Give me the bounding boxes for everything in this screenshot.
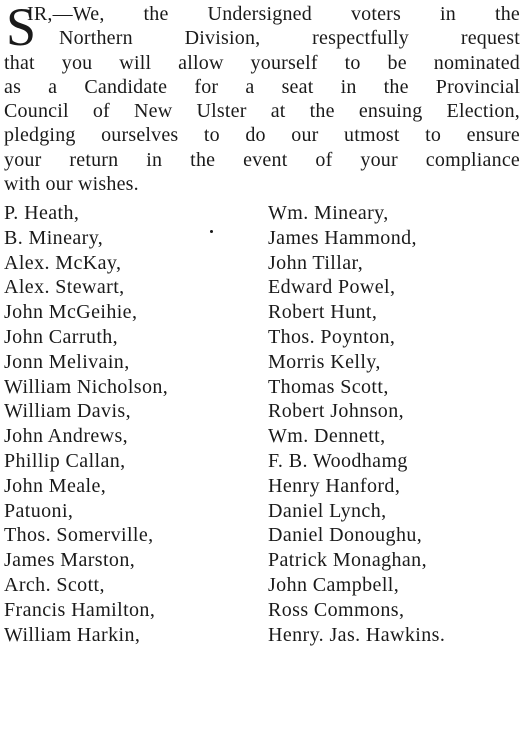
signatory-name: Daniel Donoughu, (268, 524, 423, 547)
signatory-name: Jonn Melivain, (4, 350, 130, 373)
letter-line: your return in the event of your compliance (4, 148, 520, 171)
letter-line: as a Candidate for a seat in the Provincial (4, 75, 520, 98)
signatory-name: James Hammond, (268, 226, 417, 249)
signatory-name: Alex. McKay, (4, 251, 122, 274)
signatory-name: John Carruth, (4, 325, 119, 348)
signatory-name: Patrick Monaghan, (268, 549, 427, 572)
letter-line: that you will allow yourself to be nominated (4, 51, 520, 74)
signatory-name: P. Heath, (4, 202, 80, 224)
signatory-name: Arch. Scott, (4, 573, 105, 596)
letter-line: Northern Division, respectfully request (59, 27, 520, 50)
signatory-name: Henry Hanford, (268, 474, 401, 497)
signatory-name: Henry. Jas. Hawkins. (268, 623, 446, 646)
signatory-name: Edward Powel, (268, 276, 396, 299)
signatory-name: Thos. Somerville, (4, 524, 154, 547)
signatory-name: Wm. Dennett, (268, 425, 386, 448)
signatory-name: Wm. Mineary, (268, 202, 389, 224)
signatory-name: Phillip Callan, (4, 449, 126, 472)
signatures-left-column (4, 201, 168, 647)
signatory-name: John Campbell, (268, 573, 400, 596)
signatory-name: Thomas Scott, (268, 375, 389, 398)
signatory-name: Thos. Poynton, (268, 325, 396, 348)
letter-line: IR,—We, the Undersigned voters in the (27, 3, 520, 25)
signatory-name: John Tillar, (268, 251, 364, 274)
drop-cap: S (6, 0, 37, 57)
signatory-name: B. Mineary, (4, 226, 104, 249)
letter-line: with our wishes. (4, 173, 139, 196)
signatory-name: Ross Commons, (268, 598, 405, 621)
signatory-name: Robert Hunt, (268, 301, 378, 324)
signatory-name: John Andrews, (4, 425, 129, 448)
letter-line: Council of New Ulster at the ensuing Election, (4, 100, 520, 123)
print-speck (210, 230, 213, 233)
letter-body (4, 2, 520, 196)
signatory-name: F. B. Woodhamg (268, 449, 408, 472)
signatory-name: William Nicholson, (4, 375, 169, 398)
signatory-name: Francis Hamilton, (4, 598, 156, 621)
letter-line: pledging ourselves to do our utmost to ensure (4, 124, 520, 147)
signatory-name: Morris Kelly, (268, 350, 381, 373)
signatory-name: Daniel Lynch, (268, 499, 387, 522)
signatory-name: Robert Johnson, (268, 400, 404, 423)
signatory-name: James Marston, (4, 549, 136, 572)
signatory-name: John Meale, (4, 474, 107, 497)
signatures-right-column (268, 201, 445, 647)
signatory-name: William Harkin, (4, 623, 141, 646)
signatory-name: Alex. Stewart, (4, 276, 125, 299)
signatory-name: Patuoni, (4, 499, 74, 522)
signatory-name: William Davis, (4, 400, 131, 423)
signatory-name: John McGeihie, (4, 301, 138, 324)
